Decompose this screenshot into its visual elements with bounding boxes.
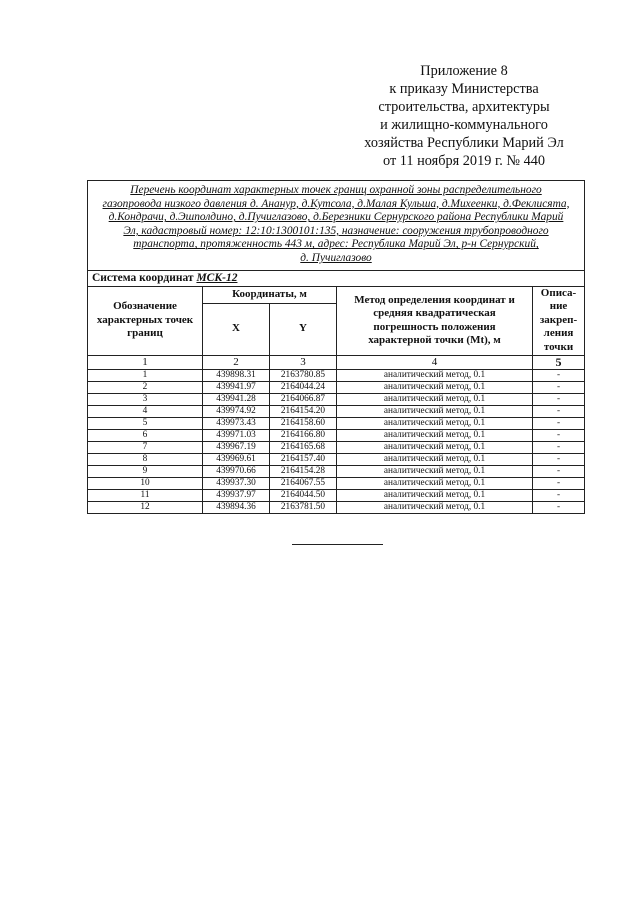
y-coordinate: 2164067.55	[270, 477, 337, 489]
table-row	[88, 477, 585, 489]
description-cell: -	[533, 417, 585, 429]
column-number-row	[88, 355, 585, 369]
header-line: Приложение 8	[420, 63, 508, 79]
method-cell: аналитический метод, 0.1	[337, 369, 533, 381]
table-row	[88, 453, 585, 465]
x-coordinate: 439973.43	[203, 417, 270, 429]
table-row	[88, 381, 585, 393]
header-line: к приказу Министерства	[389, 81, 539, 97]
y-coordinate: 2164044.50	[270, 489, 337, 501]
point-number: 7	[88, 441, 203, 453]
coordinates-table	[87, 180, 585, 514]
header-row	[88, 286, 585, 303]
description-cell: -	[533, 405, 585, 417]
description-cell: -	[533, 369, 585, 381]
x-coordinate: 439937.97	[203, 489, 270, 501]
column-number: 5	[533, 355, 585, 369]
x-coordinate: 439937.30	[203, 477, 270, 489]
table-row	[88, 489, 585, 501]
point-number: 5	[88, 417, 203, 429]
y-coordinate: 2164157.40	[270, 453, 337, 465]
description-cell: -	[533, 489, 585, 501]
table-row	[88, 417, 585, 429]
y-coordinate: 2164158.60	[270, 417, 337, 429]
method-cell: аналитический метод, 0.1	[337, 489, 533, 501]
caption-line: Перечень координат характерных точек границ охранной зоны распределительного	[130, 184, 542, 196]
y-coordinate: 2164154.28	[270, 465, 337, 477]
column-number: 2	[203, 355, 270, 369]
description-cell: -	[533, 477, 585, 489]
closing-line	[292, 544, 383, 545]
point-number: 4	[88, 405, 203, 417]
system-row	[88, 270, 585, 286]
coordinates-header: Координаты, м	[203, 286, 337, 303]
header-line: от 11 ноября 2019 г. № 440	[382, 153, 546, 169]
description-cell: -	[533, 381, 585, 393]
description-cell: -	[533, 501, 585, 513]
y-coordinate: 2164165.68	[270, 441, 337, 453]
description-cell: -	[533, 465, 585, 477]
method-cell: аналитический метод, 0.1	[337, 465, 533, 477]
caption-line: газопровода низкого давления д. Ананур, д.Кутсола, д.Малая Кульша, д.Михеенки, д.Феклисята,	[102, 197, 570, 210]
x-coordinate: 439969.61	[203, 453, 270, 465]
x-coordinate: 439894.36	[203, 501, 270, 513]
y-header: Y	[270, 303, 337, 355]
system-name: МСК-12	[196, 271, 238, 284]
x-header: X	[203, 303, 270, 355]
description-cell: -	[533, 393, 585, 405]
method-cell: аналитический метод, 0.1	[337, 393, 533, 405]
table-row	[88, 369, 585, 381]
description-cell: -	[533, 429, 585, 441]
method-header: Метод определения координат и средняя квадратическая погрешность положения характерной точки (Mt), м	[337, 286, 533, 355]
table-row	[88, 393, 585, 405]
point-number: 8	[88, 453, 203, 465]
description-header: Описа-ние закреп-ления точки	[533, 286, 585, 355]
appendix-header	[338, 62, 590, 170]
point-number: 1	[88, 369, 203, 381]
description-cell: -	[533, 453, 585, 465]
point-number: 3	[88, 393, 203, 405]
table-row	[88, 465, 585, 477]
point-number: 11	[88, 489, 203, 501]
point-number: 12	[88, 501, 203, 513]
column-number: 1	[88, 355, 203, 369]
method-cell: аналитический метод, 0.1	[337, 405, 533, 417]
column-number: 3	[270, 355, 337, 369]
table-caption	[88, 181, 585, 271]
point-number: 2	[88, 381, 203, 393]
x-coordinate: 439941.28	[203, 393, 270, 405]
method-cell: аналитический метод, 0.1	[337, 429, 533, 441]
x-coordinate: 439970.66	[203, 465, 270, 477]
point-number: 9	[88, 465, 203, 477]
y-coordinate: 2163781.50	[270, 501, 337, 513]
y-coordinate: 2164044.24	[270, 381, 337, 393]
designation-header: Обозначение характерных точек границ	[88, 286, 203, 355]
x-coordinate: 439941.97	[203, 381, 270, 393]
y-coordinate: 2164154.20	[270, 405, 337, 417]
method-cell: аналитический метод, 0.1	[337, 441, 533, 453]
point-number: 6	[88, 429, 203, 441]
x-coordinate: 439898.31	[203, 369, 270, 381]
x-coordinate: 439974.92	[203, 405, 270, 417]
header-line: строительства, архитектуры	[378, 99, 550, 115]
caption-line: д. Пучиглазово	[300, 251, 372, 264]
method-cell: аналитический метод, 0.1	[337, 453, 533, 465]
header-line: и жилищно-коммунального	[380, 117, 548, 133]
y-coordinate: 2164066.87	[270, 393, 337, 405]
method-cell: аналитический метод, 0.1	[337, 417, 533, 429]
column-number: 4	[337, 355, 533, 369]
description-cell: -	[533, 441, 585, 453]
method-cell: аналитический метод, 0.1	[337, 381, 533, 393]
table-row	[88, 405, 585, 417]
system-label: Система координат	[92, 271, 197, 284]
y-coordinate: 2164166.80	[270, 429, 337, 441]
x-coordinate: 439971.03	[203, 429, 270, 441]
method-cell: аналитический метод, 0.1	[337, 477, 533, 489]
method-cell: аналитический метод, 0.1	[337, 501, 533, 513]
header-line: хозяйства Республики Марий Эл	[364, 135, 564, 151]
caption-line: Эл, кадастровый номер: 12:10:1300101:135, назначение: сооружения трубопроводного	[123, 224, 549, 237]
point-number: 10	[88, 477, 203, 489]
caption-line: транспорта, протяженность 443 м, адрес: Республика Марий Эл, р-н Сернурский,	[133, 238, 539, 251]
coordinate-system	[88, 270, 585, 286]
table-row	[88, 501, 585, 513]
table-row	[88, 429, 585, 441]
y-coordinate: 2163780.85	[270, 369, 337, 381]
table-intro-row	[88, 181, 585, 271]
table-row	[88, 441, 585, 453]
x-coordinate: 439967.19	[203, 441, 270, 453]
caption-line: д.Кондрачи, д.Эшполдино, д.Пучиглазово, д.Березники Сернурского района Республики Марий	[108, 211, 564, 224]
